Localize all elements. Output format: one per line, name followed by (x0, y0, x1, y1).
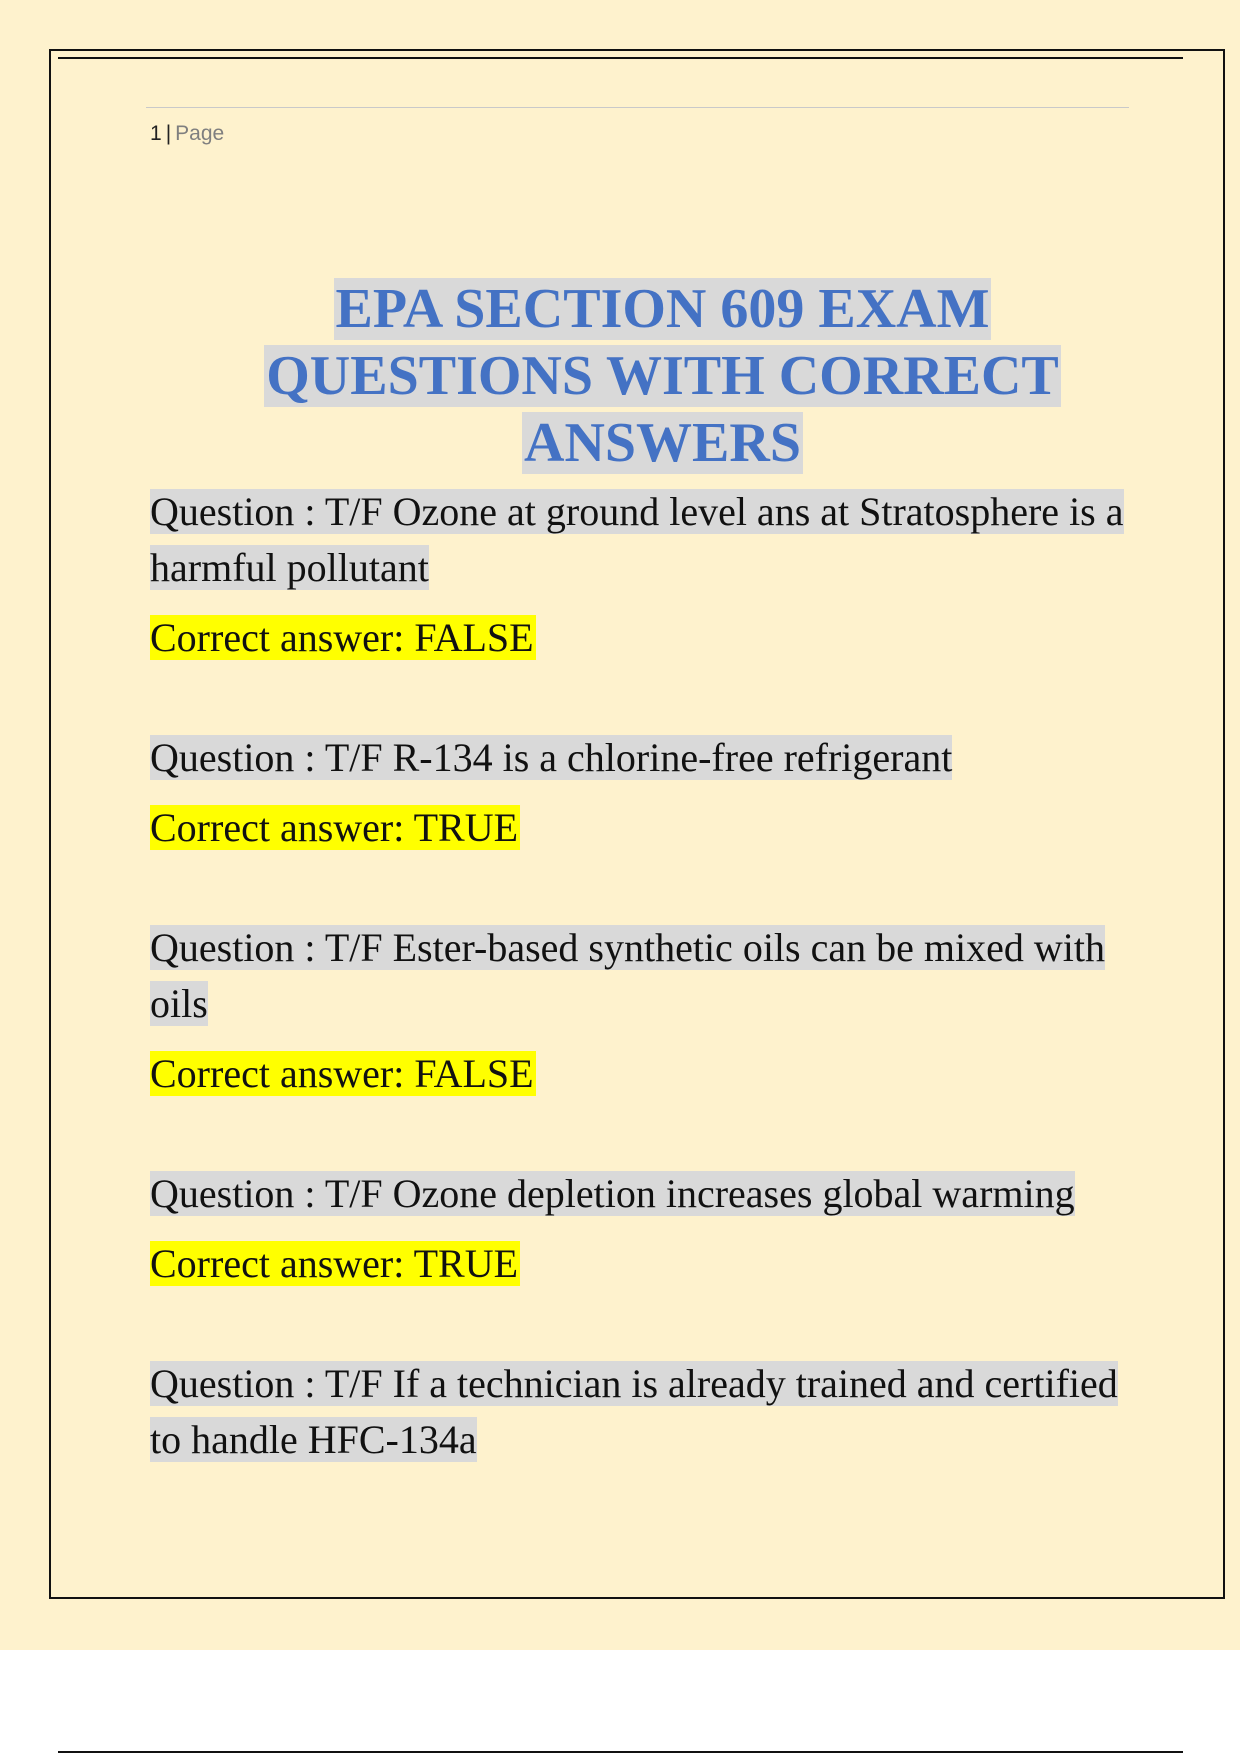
question-text: Question : T/F If a technician is already trained and certified to handle HFC-134a (150, 1361, 1118, 1462)
question-answer-list (150, 484, 1130, 1532)
page-number: 1 (150, 122, 162, 145)
correct-answer: Correct answer: TRUE (150, 1241, 519, 1286)
top-border-line (58, 57, 1183, 59)
qa-item (150, 920, 1130, 1102)
correct-answer: Correct answer: FALSE (150, 1051, 534, 1096)
next-page-border-line (58, 1751, 1183, 1753)
title-line-3: ANSWERS (524, 412, 801, 474)
question-text: Question : T/F R-134 is a chlorine-free refrigerant (150, 735, 953, 780)
correct-answer: Correct answer: FALSE (150, 615, 534, 660)
qa-item (150, 1166, 1130, 1292)
header-rule (146, 107, 1129, 108)
qa-item (150, 730, 1130, 856)
question-text: Question : T/F Ester-based synthetic oils can be mixed with oils (150, 925, 1105, 1026)
document-title (150, 276, 1175, 477)
question-text: Question : T/F Ozone depletion increases global warming (150, 1171, 1075, 1216)
page-number-separator: | (165, 122, 172, 145)
qa-item (150, 484, 1130, 666)
page-number-header (150, 121, 224, 147)
title-line-1: EPA SECTION 609 EXAM (335, 278, 990, 340)
page-word: Page (175, 122, 225, 145)
question-text: Question : T/F Ozone at ground level ans at Stratosphere is a harmful pollutant (150, 489, 1124, 590)
correct-answer: Correct answer: TRUE (150, 805, 519, 850)
title-line-2: QUESTIONS WITH CORRECT (266, 345, 1059, 407)
qa-item (150, 1356, 1130, 1468)
